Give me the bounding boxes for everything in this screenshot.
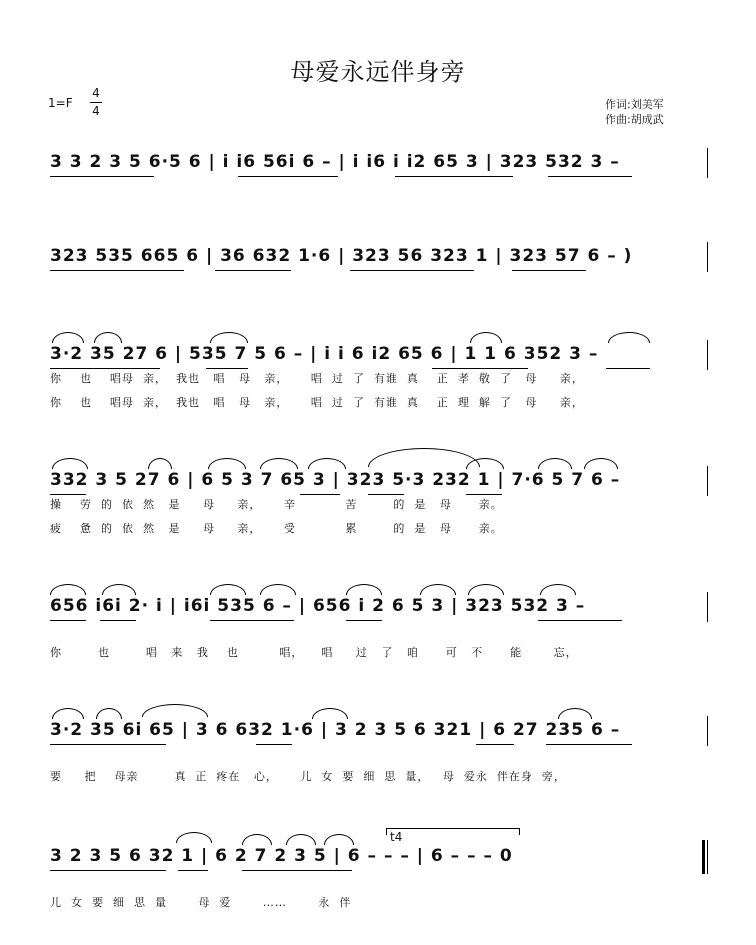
- beam: [606, 368, 650, 369]
- slur: [368, 448, 480, 467]
- beam: [206, 368, 248, 369]
- beam: [50, 270, 184, 271]
- slur: [94, 332, 122, 343]
- beam: [242, 870, 352, 871]
- notes-line-1: 3 3 2 3 5 6·5 6 | i i6 56i 6 – | i i6 i i2 65 3 | 323 532 3 –: [50, 152, 620, 172]
- time-signature-top: 4: [92, 86, 100, 100]
- slur: [102, 584, 136, 595]
- lyric-line-4b: 疲 惫 的 依 然 是 母 亲， 受 累 的 是 母 亲。: [50, 522, 503, 535]
- lyric-line-5: 你 也 唱 来 我 也 唱， 唱 过 了 咱 可 不 能 忘，: [50, 646, 578, 659]
- slur: [52, 332, 84, 343]
- slur: [208, 458, 246, 469]
- slur: [308, 458, 346, 469]
- lyric-line-6: 要 把 母亲 真 正 疼在 心， 儿 女 要 细 思 量， 母 爱永 伴在身 旁，: [50, 770, 566, 783]
- slur: [324, 834, 354, 845]
- composer-credit: 作曲:胡成武: [605, 113, 664, 126]
- final-barline-thick: [702, 840, 705, 874]
- slur: [176, 832, 212, 843]
- slur: [558, 708, 592, 719]
- slur: [420, 584, 456, 595]
- beam: [346, 620, 382, 621]
- lyric-line-3a: 你 也 唱母 亲， 我也 唱 母 亲， 唱 过 了 有谁 真 正 孝 敬 了 母 亲，: [50, 372, 584, 385]
- beam: [350, 270, 474, 271]
- end-barline: [707, 148, 708, 178]
- song-title: 母爱永远伴身旁: [290, 58, 466, 86]
- time-signature: [88, 86, 104, 119]
- final-barline-thin: [707, 840, 708, 874]
- end-barline: [707, 242, 708, 272]
- beam: [50, 368, 160, 369]
- time-signature-bottom: 4: [92, 104, 100, 118]
- slur: [538, 458, 572, 469]
- slur: [346, 584, 382, 595]
- beam: [368, 494, 404, 495]
- time-signature-divider: [90, 102, 102, 103]
- key-signature: 1=F: [48, 96, 73, 110]
- notes-line-3: 3·2 35 27 6 | 535 7 5 6 – | i i 6 i2 65 6 | 1 1 6 352 3 –: [50, 344, 599, 364]
- slur: [142, 704, 208, 717]
- slur: [608, 332, 650, 343]
- volta-bracket: [386, 828, 520, 835]
- slur: [52, 458, 88, 469]
- beam: [432, 368, 528, 369]
- beam: [395, 176, 513, 177]
- notes-line-5: 656 i6i 2· i | i6i 535 6 – | 656 i 2 6 5 3 | 323 532 3 –: [50, 596, 586, 616]
- lyric-line-4a: 操 劳 的 依 然 是 母 亲， 辛 苦 的 是 母 亲。: [50, 498, 503, 511]
- slur: [96, 708, 122, 719]
- notes-line-6: 3·2 35 6i 65 | 3 6 632 1·6 | 3 2 3 5 6 321 | 6 27 235 6 –: [50, 720, 621, 740]
- slur: [466, 458, 504, 469]
- slur: [468, 584, 504, 595]
- slur: [210, 332, 248, 343]
- lyric-line-3b: 你 也 唱母 亲， 我也 唱 母 亲， 唱 过 了 有谁 真 正 理 解 了 母 亲，: [50, 396, 584, 409]
- credits: [605, 97, 664, 127]
- notes-line-7: 3 2 3 5 6 32 1 | 6 2 7 2 3 5 | 6 – – – | 6 – – – 0: [50, 846, 513, 866]
- beam: [238, 176, 338, 177]
- end-barline: [707, 592, 708, 622]
- beam: [50, 176, 154, 177]
- beam: [476, 744, 514, 745]
- beam: [300, 494, 340, 495]
- beam: [100, 620, 136, 621]
- slur: [260, 458, 298, 469]
- beam: [256, 744, 292, 745]
- slur: [286, 834, 316, 845]
- notes-line-2: 323 535 665 6 | 36 632 1·6 | 323 56 323 1 | 323 57 6 – ): [50, 246, 633, 266]
- beam: [548, 176, 632, 177]
- slur: [584, 458, 618, 469]
- slur: [312, 708, 348, 719]
- end-barline: [707, 466, 708, 496]
- beam: [50, 744, 166, 745]
- slur: [242, 834, 272, 845]
- slur: [50, 584, 86, 595]
- end-barline: [707, 340, 708, 370]
- slur: [148, 458, 172, 469]
- end-barline: [707, 716, 708, 746]
- beam: [538, 620, 622, 621]
- slur: [470, 332, 502, 343]
- notes-line-4: 332 3 5 27 6 | 6 5 3 7 65 3 | 323 5·3 232 1 | 7·6 5 7 6 –: [50, 470, 621, 490]
- slur: [210, 584, 246, 595]
- beam: [178, 870, 208, 871]
- lyricist-credit: 作词:刘美军: [605, 98, 664, 111]
- beam: [546, 744, 632, 745]
- slur: [540, 584, 576, 595]
- beam: [466, 494, 502, 495]
- slur: [260, 584, 296, 595]
- beam: [50, 620, 86, 621]
- volta-label: t4: [390, 830, 403, 844]
- slur: [52, 708, 84, 719]
- beam: [512, 270, 586, 271]
- beam: [210, 620, 294, 621]
- beam: [50, 870, 166, 871]
- beam: [50, 494, 86, 495]
- lyric-line-7: 儿 女 要 细 思 量 母 爱 …… 永 伴: [50, 896, 352, 909]
- beam: [215, 270, 291, 271]
